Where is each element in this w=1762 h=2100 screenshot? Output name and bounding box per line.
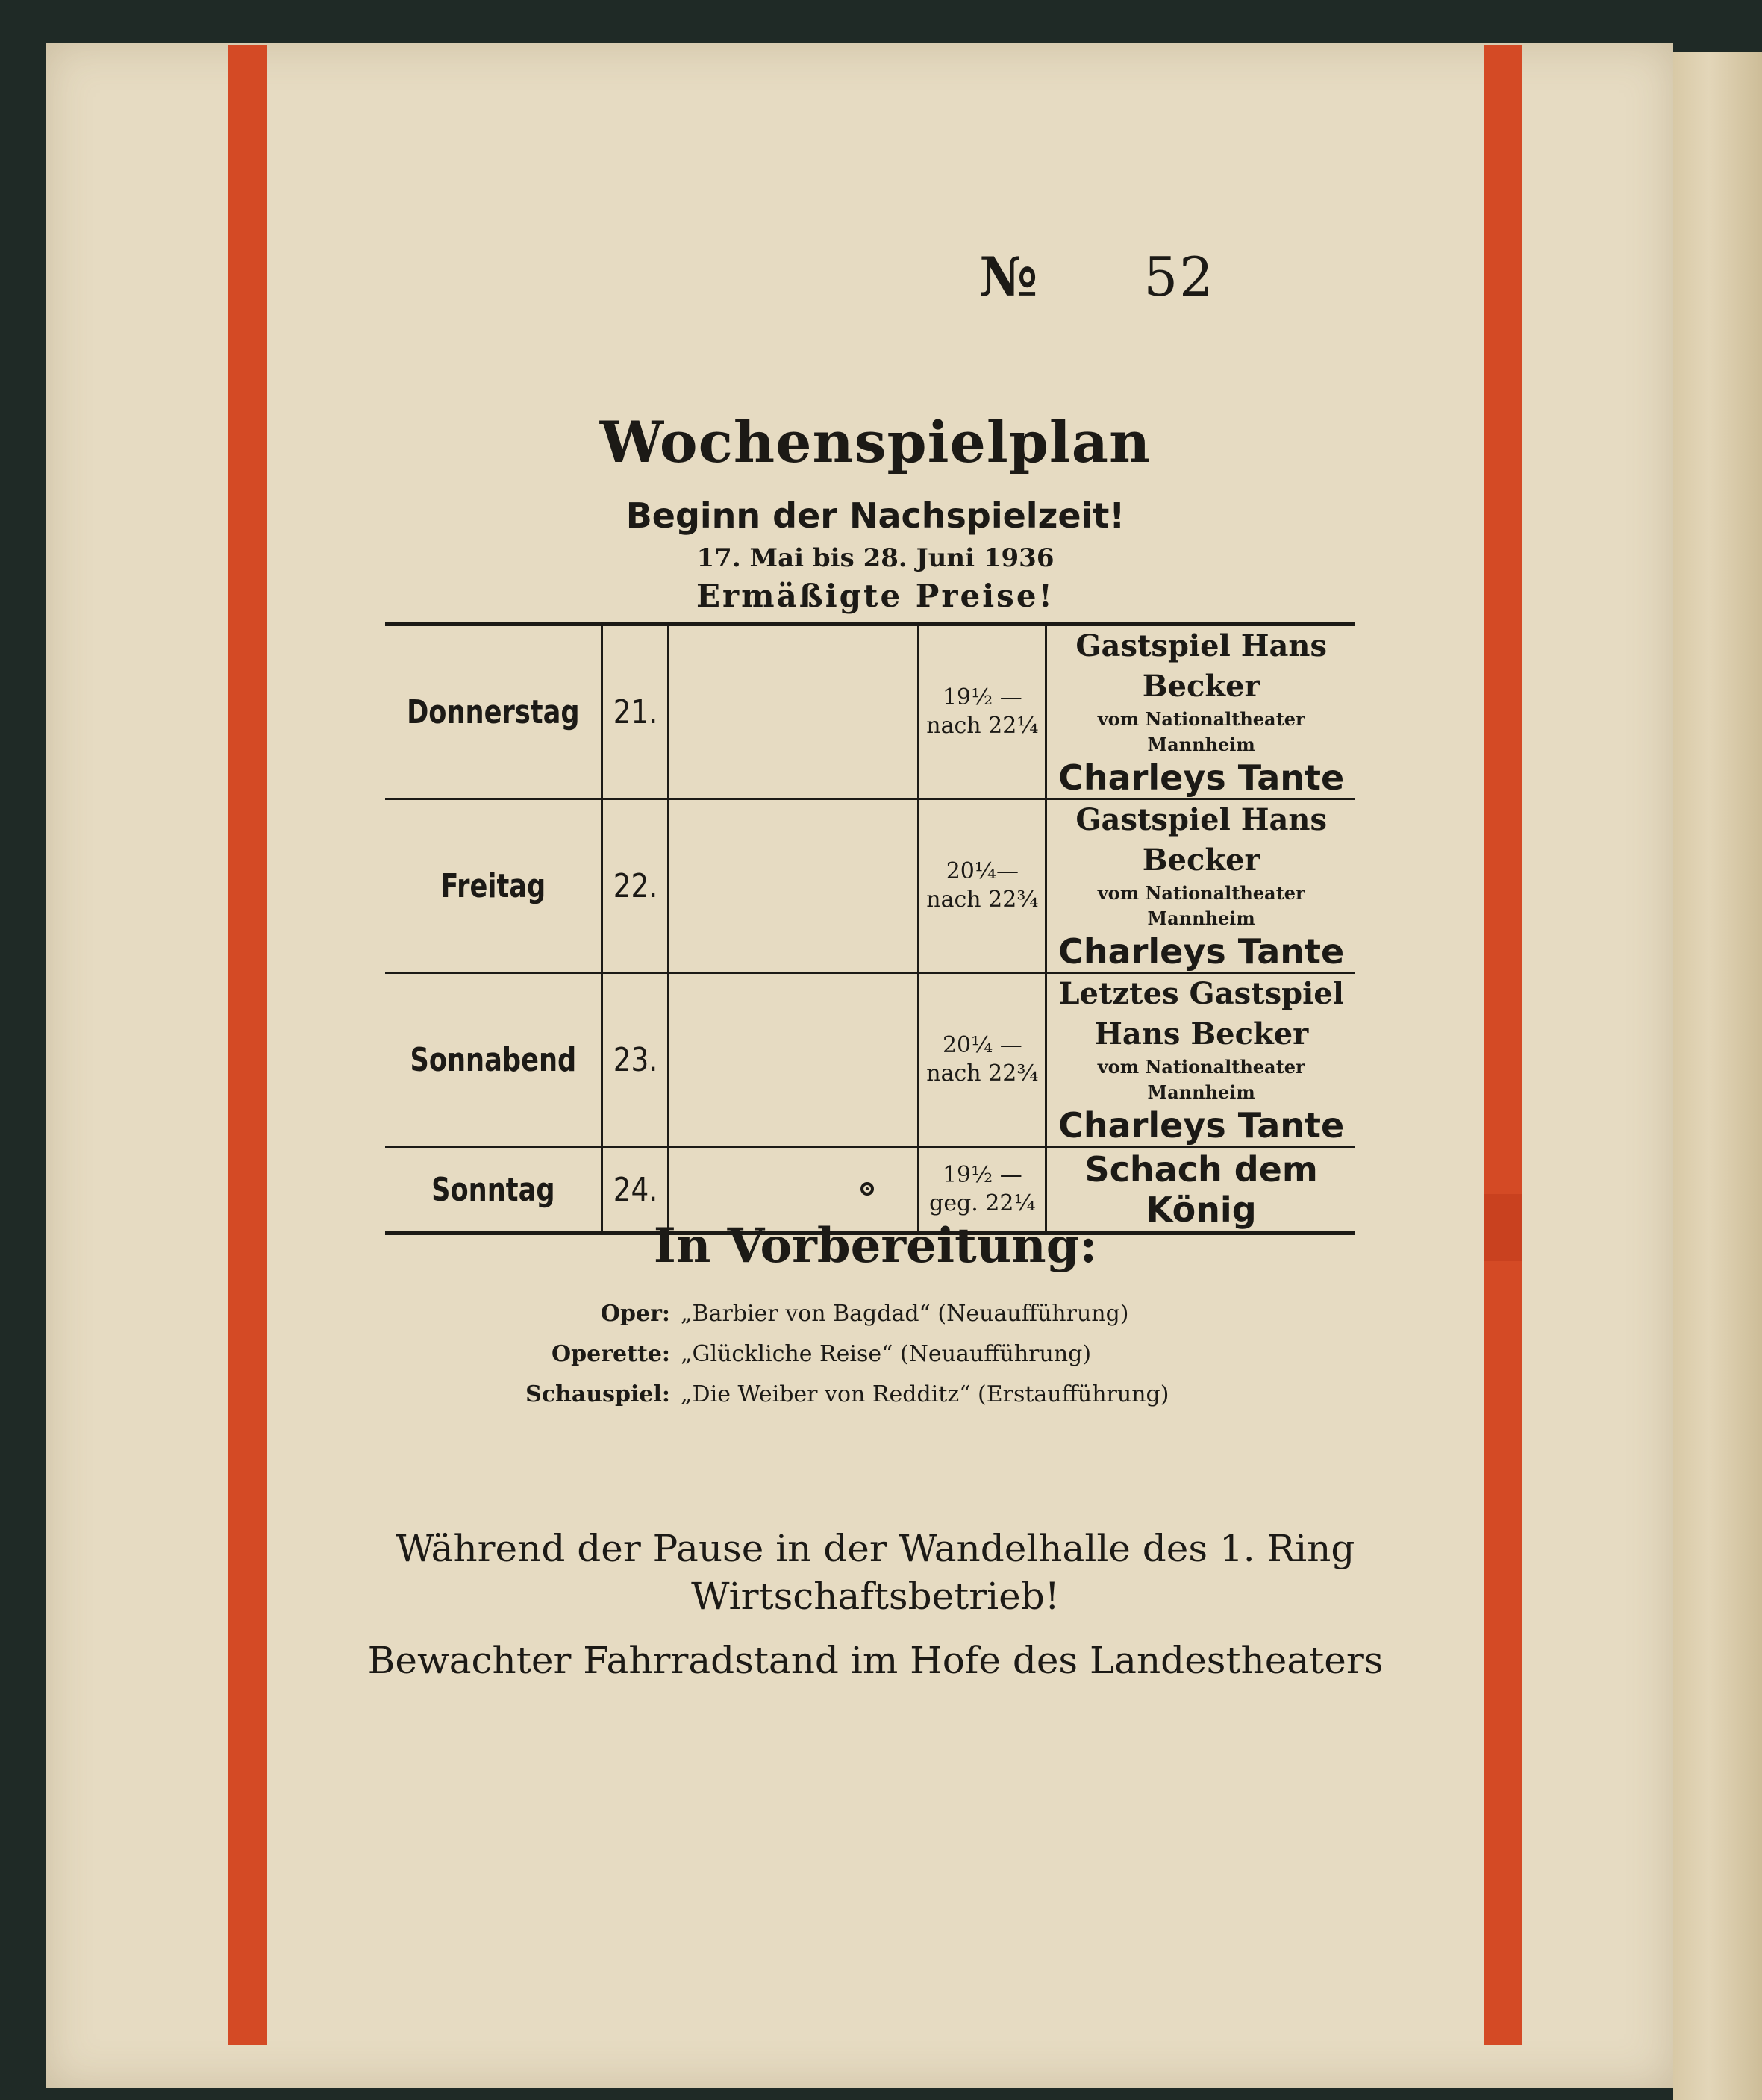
time-end: nach 22¾ — [926, 887, 1039, 913]
play-title: Charleys Tante — [1058, 931, 1345, 972]
work-title: „Barbier von Bagdad“ (Neuaufführung) — [681, 1301, 1129, 1327]
time-cell — [919, 799, 1046, 973]
play-title: Charleys Tante — [1058, 757, 1345, 798]
subtitle-season: Beginn der Nachspielzeit! — [625, 496, 1125, 536]
time-end: nach 22¼ — [926, 713, 1039, 739]
table-row — [385, 973, 1355, 1147]
event-origin: vom Nationaltheater Mannheim — [1097, 708, 1305, 755]
day-cell: Sonnabend — [407, 973, 581, 1147]
event-cell — [1046, 799, 1355, 973]
event-origin: vom Nationaltheater Mannheim — [1097, 1056, 1305, 1103]
time-cell — [919, 973, 1046, 1147]
bullet-icon — [860, 1182, 874, 1196]
date-cell: 23. — [607, 973, 664, 1147]
event-cell — [1046, 625, 1355, 799]
event-line: Hans Becker — [1094, 1016, 1309, 1051]
day-cell: Sonntag — [407, 1147, 581, 1234]
preparation-list — [491, 1294, 1312, 1415]
play-title: Schach dem König — [1084, 1149, 1318, 1230]
page-title: Wochenspielplan — [599, 409, 1152, 475]
number-sign: № — [979, 245, 1040, 308]
time-cell — [919, 625, 1046, 799]
date-cell: 22. — [607, 799, 664, 973]
event-line: Letztes Gastspiel — [1058, 976, 1344, 1011]
blank-cell — [669, 625, 919, 799]
date-cell: 21. — [607, 625, 664, 799]
list-item — [491, 1375, 1312, 1415]
event-line: Gastspiel Hans Becker — [1075, 628, 1327, 704]
genre-label: Oper: — [600, 1301, 670, 1327]
list-item — [491, 1294, 1312, 1334]
blank-cell — [669, 799, 919, 973]
work-title: „Die Weiber von Redditz“ (Erstaufführung) — [681, 1381, 1169, 1407]
subtitle-prices: Ermäßigte Preise! — [696, 578, 1055, 614]
time-start: 20¼— — [946, 858, 1019, 884]
list-item — [491, 1334, 1312, 1375]
day-cell: Freitag — [407, 799, 581, 973]
table-row — [385, 799, 1355, 973]
footer-notice-1: Während der Pause in der Wandelhalle des 1. Ring — [396, 1527, 1355, 1570]
time-start: 19½ — — [942, 684, 1022, 710]
schedule-table — [385, 622, 1355, 1235]
adjacent-page-edge — [1673, 52, 1762, 2100]
number-value: 52 — [1143, 246, 1215, 308]
day-cell: Donnerstag — [407, 625, 581, 799]
event-line: Gastspiel Hans Becker — [1075, 802, 1327, 878]
left-red-stripe — [228, 45, 267, 2045]
time-start: 20¼ — — [942, 1032, 1022, 1058]
work-title: „Glückliche Reise“ (Neuaufführung) — [681, 1341, 1092, 1367]
preparation-title: In Vorbereitung: — [653, 1218, 1098, 1274]
subtitle-dates: 17. Mai bis 28. Juni 1936 — [696, 543, 1055, 573]
event-origin: vom Nationaltheater Mannheim — [1097, 882, 1305, 929]
genre-label: Schauspiel: — [525, 1381, 670, 1407]
time-start: 19½ — — [942, 1162, 1022, 1188]
issue-number — [979, 245, 1215, 308]
right-red-stripe — [1484, 45, 1522, 2045]
play-title: Charleys Tante — [1058, 1105, 1345, 1146]
footer-notice-3: Bewachter Fahrradstand im Hofe des Landestheaters — [367, 1639, 1384, 1682]
page-content — [267, 0, 1484, 2100]
blank-cell — [669, 973, 919, 1147]
genre-label: Operette: — [552, 1341, 670, 1367]
time-end: geg. 22¼ — [929, 1190, 1036, 1216]
time-end: nach 22¾ — [926, 1060, 1039, 1087]
table-row — [385, 625, 1355, 799]
event-cell — [1046, 973, 1355, 1147]
date-cell: 24. — [607, 1147, 664, 1234]
footer-notice-2: Wirtschaftsbetrieb! — [691, 1575, 1060, 1618]
